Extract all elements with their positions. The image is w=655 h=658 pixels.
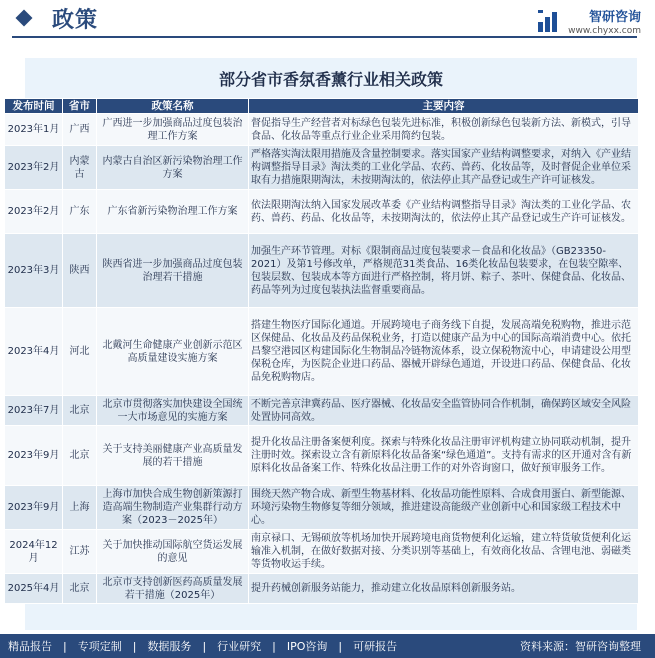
- footer-services: [8, 638, 408, 654]
- cell-policy-name: 北戴河生命健康产业创新示范区高质量建设实施方案: [97, 308, 249, 396]
- cell-time: 2025年4月: [5, 574, 63, 604]
- brand-text: [568, 6, 641, 36]
- brand-url: www.chyxx.com: [568, 26, 641, 36]
- cell-policy-name: 上海市加快合成生物创新策源打造高端生物制造产业集群行动方案（2023－2025年）: [97, 486, 249, 530]
- cell-policy-name: 广东省新污染物治理工作方案: [97, 190, 249, 234]
- cell-province: 陕西: [63, 234, 97, 308]
- brand: [536, 6, 641, 36]
- cell-time: 2023年4月: [5, 308, 63, 396]
- header-policy-name: 政策名称: [97, 99, 249, 114]
- footer-service-item[interactable]: 可研报告: [353, 640, 398, 653]
- cell-province: 北京: [63, 396, 97, 426]
- table-row: [5, 114, 639, 146]
- policy-table: [4, 98, 639, 604]
- cell-province: 广西: [63, 114, 97, 146]
- footer-service-item[interactable]: 数据服务: [147, 640, 192, 653]
- footer: [0, 634, 655, 658]
- header-province: 省市: [63, 99, 97, 114]
- cell-main-content: 提升药械创新服务站能力，推动建立化妆品原料创新服务站。: [249, 574, 639, 604]
- cell-province: 北京: [63, 574, 97, 604]
- cell-province: 北京: [63, 426, 97, 486]
- cell-time: 2023年1月: [5, 114, 63, 146]
- cell-main-content: 不断完善京津冀药品、医疗器械、化妆品安全监管协同合作机制，确保跨区域安全风险处置协同高效。: [249, 396, 639, 426]
- table-row: [5, 426, 639, 486]
- footer-separator: |: [132, 640, 137, 653]
- cell-main-content: 提升化妆品注册备案便利度。探索与特殊化妆品注册审评机构建立协同联动机制，提升注册时效。探索设立含有新原料化妆品备案“绿色通道”。支持有需求的区开通对含有新原料化妆品备案工作、特殊化妆品注册工作的对外咨询窗口，做好预审服务工作。: [249, 426, 639, 486]
- footer-separator: |: [202, 640, 207, 653]
- cell-policy-name: 关于加快推动国际航空货运发展的意见: [97, 530, 249, 574]
- footer-service-item[interactable]: 精品报告: [8, 640, 52, 653]
- cell-main-content: 围绕天然产物合成、新型生物基材料、化妆品功能性原料、合成食用蛋白、新型能源、环境污染物生物修复等细分领域，推进建设高能级产业创新中心和国家级工程技术中心。: [249, 486, 639, 530]
- cell-province: 上海: [63, 486, 97, 530]
- cell-time: 2023年2月: [5, 190, 63, 234]
- cell-time: 2023年3月: [5, 234, 63, 308]
- cell-main-content: 加强生产环节管理。对标《限制商品过度包装要求－食品和化妆品》（GB23350-2021）及第1号修改单，严格规范31类食品、16类化妆品包装要求，在包装空隙率、包装层数、包装成本等方面进行严格控制，将月饼、粽子、茶叶、保健食品、化妆品、药品等列为过度包装执法监督重要商品。: [249, 234, 639, 308]
- cell-policy-name: 关于支持美丽健康产业高质量发展的若干措施: [97, 426, 249, 486]
- footer-separator: |: [338, 640, 343, 653]
- cell-policy-name: 内蒙古自治区新污染物治理工作方案: [97, 146, 249, 190]
- cell-main-content: 督促指导生产经营者对标绿色包装先进标准，积极创新绿色包装新方法、新模式，引导食品、化妆品等重点行业企业采用简约包装。: [249, 114, 639, 146]
- cell-province: 河北: [63, 308, 97, 396]
- cell-province: 广东: [63, 190, 97, 234]
- table-body: [5, 114, 639, 604]
- footer-separator: |: [272, 640, 276, 653]
- header-divider: [12, 36, 637, 38]
- cell-policy-name: 北京市贯彻落实加快建设全国统一大市场意见的实施方案: [97, 396, 249, 426]
- cell-time: 2023年7月: [5, 396, 63, 426]
- cell-province: 江苏: [63, 530, 97, 574]
- cell-policy-name: 广西进一步加强商品过度包装治理工作方案: [97, 114, 249, 146]
- footer-source: 资料来源：智研咨询整理: [520, 640, 641, 653]
- table-row: [5, 486, 639, 530]
- header-main-content: 主要内容: [249, 99, 639, 114]
- cell-time: 2023年9月: [5, 426, 63, 486]
- table-row: [5, 190, 639, 234]
- footer-service-item[interactable]: IPO咨询: [286, 640, 328, 653]
- table-row: [5, 146, 639, 190]
- cell-main-content: 严格落实淘汰限用措施及含量控制要求。落实国家产业结构调整要求，对纳入《产业结构调整指导目录》淘汰类的工业化学品、农药、兽药、化妆品等，及时督促企业单位采取有力措施限期淘汰，未按期淘汰的，依法停止其产品登记或生产许可证核发。: [249, 146, 639, 190]
- cell-time: 2023年2月: [5, 146, 63, 190]
- table-row: [5, 234, 639, 308]
- footer-service-item[interactable]: 专项定制: [77, 640, 122, 653]
- header-time: 发布时间: [5, 99, 63, 114]
- cell-policy-name: 陕西省进一步加强商品过度包装治理若干措施: [97, 234, 249, 308]
- cell-main-content: 搭建生物医疗国际化通道。开展跨境电子商务线下自提，发展高端免税购物，推进示范区保健品、化妆品及药品保税业务，打造以健康产品为中心的国际高端消费中心。依托昌黎空港园区构建国际化生物制品冷链物流体系，设立保税物流中心，申请建设公用型保税仓库，为医院企业进口药品、器械开辟绿色通道，开设进口药品、保健食品、化妆品免税购物店。: [249, 308, 639, 396]
- cell-time: 2024年12月: [5, 530, 63, 574]
- cell-main-content: 南京禄口、无锡硕放等机场加快开展跨境电商货物便利化运输，建立特货敏货便利化运输准入机制，在做好数据对接、分类识别等基础上，有效商化妆品、含锂电池、弱磁类等货物收运手续。: [249, 530, 639, 574]
- table-header-row: [5, 99, 639, 114]
- header: [0, 0, 655, 50]
- table-row: [5, 530, 639, 574]
- cell-main-content: 依法限期淘汰纳入国家发展改革委《产业结构调整指导目录》淘汰类的工业化学品、农药、兽药、药品、化妆品等，未按期淘汰的，依法停止其产品登记或生产许可证核发。: [249, 190, 639, 234]
- table-row: [5, 308, 639, 396]
- cell-time: 2023年9月: [5, 486, 63, 530]
- brand-logo-icon: [536, 8, 562, 34]
- cell-province: 内蒙古: [63, 146, 97, 190]
- cell-policy-name: 北京市支持创新医药高质量发展若干措施（2025年）: [97, 574, 249, 604]
- brand-name: 智研咨询: [588, 10, 641, 25]
- section-title: 政策: [52, 8, 99, 33]
- footer-separator: |: [63, 640, 67, 653]
- footer-service-item[interactable]: 行业研究: [217, 640, 262, 653]
- panel-title: 部分省市香氛香薰行业相关政策: [218, 70, 443, 89]
- table-row: [5, 574, 639, 604]
- table-row: [5, 396, 639, 426]
- diamond-icon: [14, 8, 34, 28]
